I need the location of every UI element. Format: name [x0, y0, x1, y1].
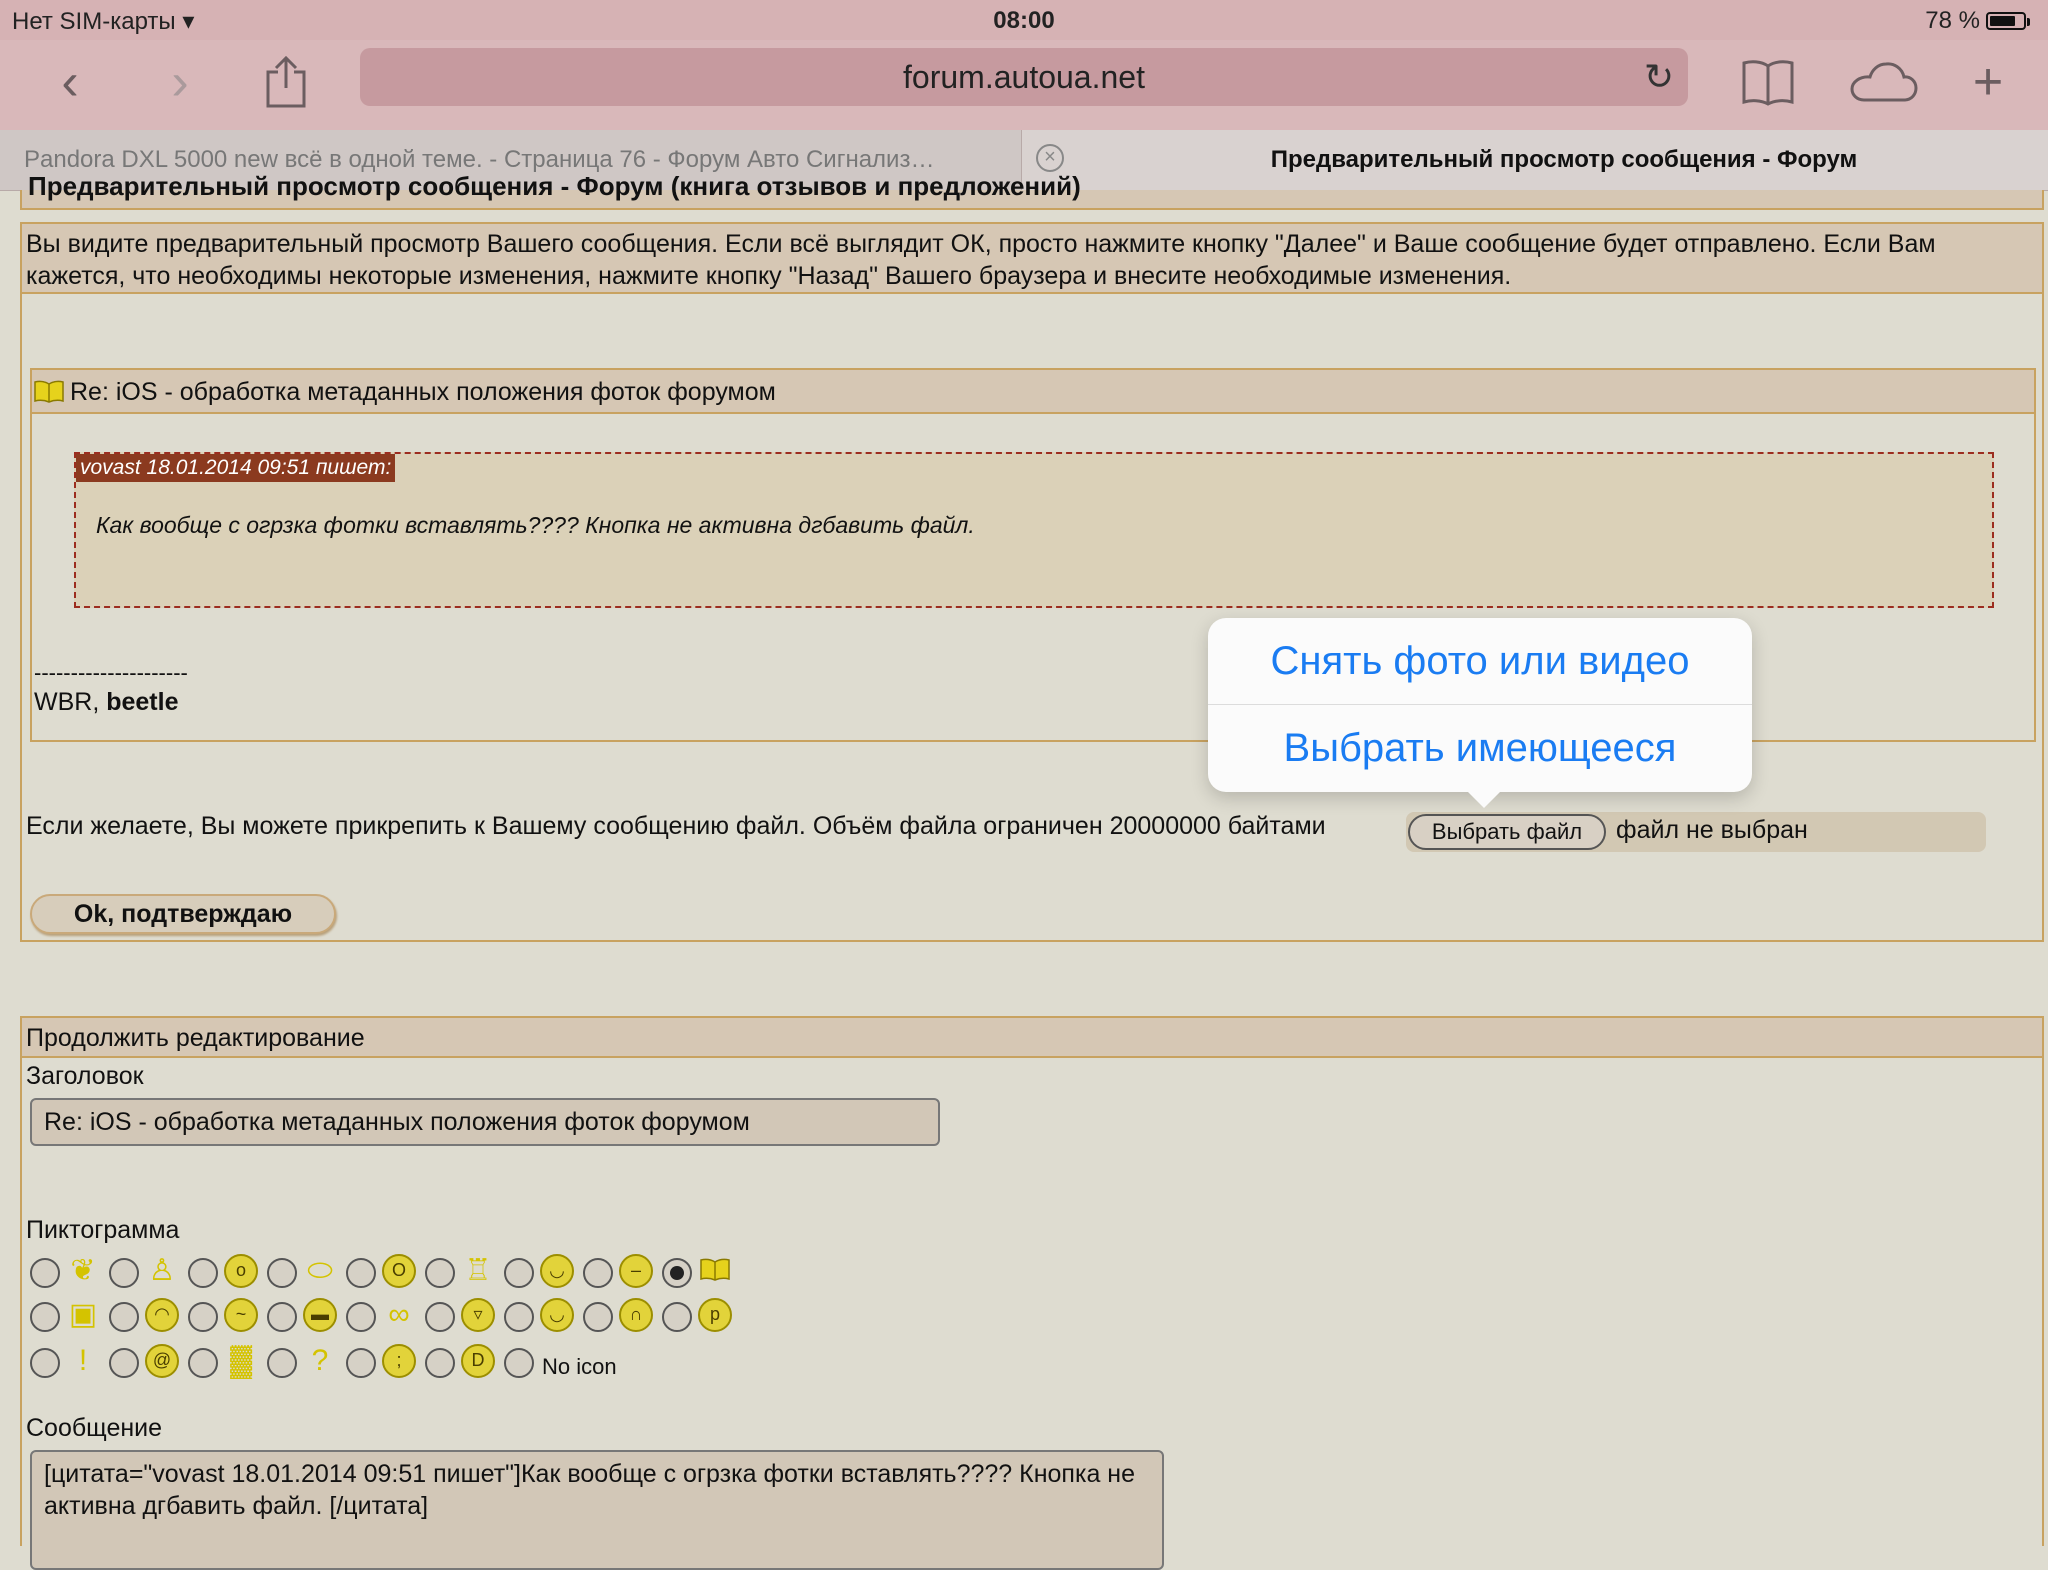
grin-face-icon: ▿ — [461, 1298, 495, 1332]
icon-option[interactable] — [583, 1252, 662, 1296]
page-title — [20, 171, 2044, 210]
take-photo-option[interactable]: Снять фото или видео — [1208, 618, 1752, 705]
file-status: файл не выбран — [1616, 816, 1808, 844]
radio-button[interactable] — [109, 1348, 139, 1378]
radio-button[interactable] — [346, 1258, 376, 1288]
preview-intro: Вы видите предварительный просмотр Вашего сообщения. Если всё выглядит ОК, просто нажмите кнопку "Далее" и Ваше сообщение будет отправлено. Если Вам кажется, что необходимы некоторые изменения, нажмите кнопку "Назад" Вашего браузера и внесите необходимые изменения. — [22, 224, 2042, 294]
signature — [34, 688, 178, 717]
no-icon-label: No icon — [542, 1354, 617, 1379]
tab-close-icon[interactable]: × — [1036, 144, 1064, 172]
chart-icon: ▓ — [230, 1344, 252, 1377]
tab-preview[interactable]: Предварительный просмотр сообщения - Форум — [1270, 146, 1858, 173]
icon-option[interactable] — [109, 1296, 188, 1340]
choose-file-button[interactable]: Выбрать файл — [1408, 814, 1606, 850]
tongue-face-icon: p — [698, 1298, 732, 1332]
exclamation-icon: ! — [78, 1344, 88, 1377]
status-time: 08:00 — [993, 7, 1055, 34]
radio-button[interactable] — [346, 1302, 376, 1332]
icon-option[interactable] — [346, 1296, 425, 1340]
floppy-icon: ▣ — [68, 1298, 98, 1331]
back-icon[interactable]: ‹ — [61, 53, 79, 111]
tab-pandora[interactable]: Pandora DXL 5000 new всё в одной теме. - Страница 76 - Форум Авто Сигнализ… — [0, 130, 1022, 190]
radio-button[interactable] — [504, 1348, 534, 1378]
icon-label: Пиктограмма — [26, 1216, 180, 1244]
edit-panel — [20, 1016, 2044, 1546]
icon-option[interactable] — [188, 1342, 267, 1386]
preview-panel — [20, 222, 2044, 942]
icon-option[interactable] — [30, 1296, 109, 1340]
media-source-popover — [1208, 618, 1752, 792]
browser-toolbar — [0, 40, 2048, 130]
icon-option[interactable] — [504, 1252, 583, 1296]
icon-option[interactable] — [425, 1296, 504, 1340]
radio-button[interactable] — [188, 1348, 218, 1378]
icon-option[interactable] — [267, 1342, 346, 1386]
book-icon — [34, 374, 64, 398]
question-icon: ? — [311, 1344, 329, 1377]
battery-status — [1925, 7, 2026, 35]
icon-option[interactable] — [504, 1296, 583, 1340]
signature-separator: --------------------- — [34, 660, 188, 685]
post-title: Re: iOS - обработка метаданных положения фоток форумом — [70, 378, 776, 406]
happy-face-icon: ◡ — [540, 1298, 574, 1332]
radio-button[interactable] — [267, 1302, 297, 1332]
icon-option[interactable] — [425, 1252, 504, 1296]
choose-existing-option[interactable]: Выбрать имеющееся — [1283, 726, 1677, 770]
smile-icon: ◡ — [540, 1254, 574, 1288]
radio-button[interactable] — [504, 1258, 534, 1288]
edit-header: Продолжить редактирование — [22, 1018, 2042, 1058]
radio-button[interactable] — [267, 1258, 297, 1288]
radio-button[interactable] — [267, 1348, 297, 1378]
radio-button[interactable] — [583, 1302, 613, 1332]
quote-text: Как вообще с огрзка фотки вставлять???? Кнопка не активна дгбавить файл. — [96, 512, 975, 538]
subject-input[interactable]: Re: iOS - обработка метаданных положения фоток форумом — [30, 1098, 940, 1146]
shocked-face-icon: O — [382, 1254, 416, 1288]
radio-button[interactable] — [109, 1302, 139, 1332]
page-title-text: Предварительный просмотр сообщения - Форум (книга отзывов и предложений) — [28, 171, 1081, 201]
status-bar — [0, 0, 2048, 40]
wink-face-icon: ; — [382, 1344, 416, 1378]
radio-button[interactable] — [425, 1302, 455, 1332]
battery-fill — [1990, 16, 2015, 26]
icon-option[interactable] — [267, 1296, 346, 1340]
address-bar[interactable] — [360, 48, 1688, 106]
new-tab-icon[interactable]: + — [1972, 53, 2004, 111]
attach-file-text: Если желаете, Вы можете прикрепить к Вашему сообщению файл. Объём файла ограничен 20000000 байтами — [26, 812, 1326, 840]
icon-option[interactable] — [109, 1252, 188, 1296]
radio-button[interactable] — [346, 1348, 376, 1378]
signature-name: beetle — [106, 688, 179, 716]
quote-author: vovast 18.01.2014 09:51 пишет: — [76, 454, 395, 482]
icon-row — [30, 1342, 644, 1386]
angry-face-icon: ∩ — [619, 1298, 653, 1332]
surprised-face-icon: o — [224, 1254, 258, 1288]
icon-option[interactable] — [662, 1296, 741, 1340]
trophy-icon: ♖ — [464, 1254, 492, 1287]
bookmarks-icon[interactable] — [1736, 50, 1800, 114]
icon-option[interactable] — [425, 1342, 504, 1386]
radio-button[interactable] — [30, 1348, 60, 1378]
radio-button[interactable] — [109, 1258, 139, 1288]
forward-icon[interactable]: › — [171, 53, 189, 111]
radio-button[interactable] — [425, 1348, 455, 1378]
icon-option[interactable] — [109, 1342, 188, 1386]
icon-option[interactable] — [30, 1342, 109, 1386]
ribbon-icon: ❦ — [70, 1254, 96, 1287]
link-icon: ∞ — [388, 1298, 410, 1331]
icon-option-none[interactable] — [504, 1342, 644, 1386]
radio-button[interactable] — [30, 1302, 60, 1332]
icon-option[interactable] — [346, 1342, 425, 1386]
icon-option[interactable] — [662, 1252, 741, 1296]
signature-prefix: WBR, — [34, 688, 107, 716]
icon-option[interactable] — [30, 1252, 109, 1296]
radio-button[interactable] — [504, 1302, 534, 1332]
quote-block — [74, 452, 1994, 608]
icon-option[interactable] — [583, 1296, 662, 1340]
dizzy-face-icon: @ — [145, 1344, 179, 1378]
radio-button-selected[interactable] — [662, 1258, 692, 1288]
radio-button[interactable] — [188, 1258, 218, 1288]
icon-option[interactable] — [188, 1252, 267, 1296]
message-label: Сообщение — [26, 1414, 163, 1442]
icon-option[interactable] — [267, 1252, 346, 1296]
neutral-face-icon: – — [619, 1254, 653, 1288]
wifi-icon: ▾ — [182, 8, 195, 35]
radio-button[interactable] — [662, 1302, 692, 1332]
icon-row — [30, 1252, 741, 1296]
radio-button[interactable] — [425, 1258, 455, 1288]
reload-icon[interactable]: ↻ — [1643, 56, 1674, 97]
radio-button[interactable] — [188, 1302, 218, 1332]
post-title-bar — [32, 370, 2034, 414]
sad-face-icon: ◠ — [145, 1298, 179, 1332]
battery-icon — [1986, 12, 2026, 30]
book-icon — [698, 1254, 732, 1288]
radio-button[interactable] — [583, 1258, 613, 1288]
icon-row — [30, 1296, 741, 1340]
confirm-button[interactable]: Ok, подтверждаю — [30, 894, 336, 934]
url-text: forum.autoua.net — [903, 59, 1145, 95]
big-smile-icon: D — [461, 1344, 495, 1378]
subject-label: Заголовок — [26, 1062, 144, 1090]
carrier-text: Нет SIM-карты — [12, 8, 176, 35]
icon-option[interactable] — [346, 1252, 425, 1296]
icon-option[interactable] — [188, 1296, 267, 1340]
radio-button[interactable] — [30, 1258, 60, 1288]
lightbulb-icon: ♙ — [148, 1254, 176, 1287]
speech-bubble-icon: ⬭ — [307, 1254, 333, 1287]
cool-face-icon: ▬ — [303, 1298, 337, 1332]
message-textarea[interactable]: [цитата="vovast 18.01.2014 09:51 пишет"]Как вообще с огрзка фотки вставлять???? Кнопка не активна дгбавить файл. [/цитата] — [30, 1450, 1164, 1570]
share-icon[interactable] — [254, 50, 318, 114]
file-input — [1406, 812, 1986, 852]
icloud-tabs-icon[interactable] — [1846, 50, 1920, 114]
battery-percent: 78 % — [1925, 7, 1980, 34]
worried-face-icon: ~ — [224, 1298, 258, 1332]
